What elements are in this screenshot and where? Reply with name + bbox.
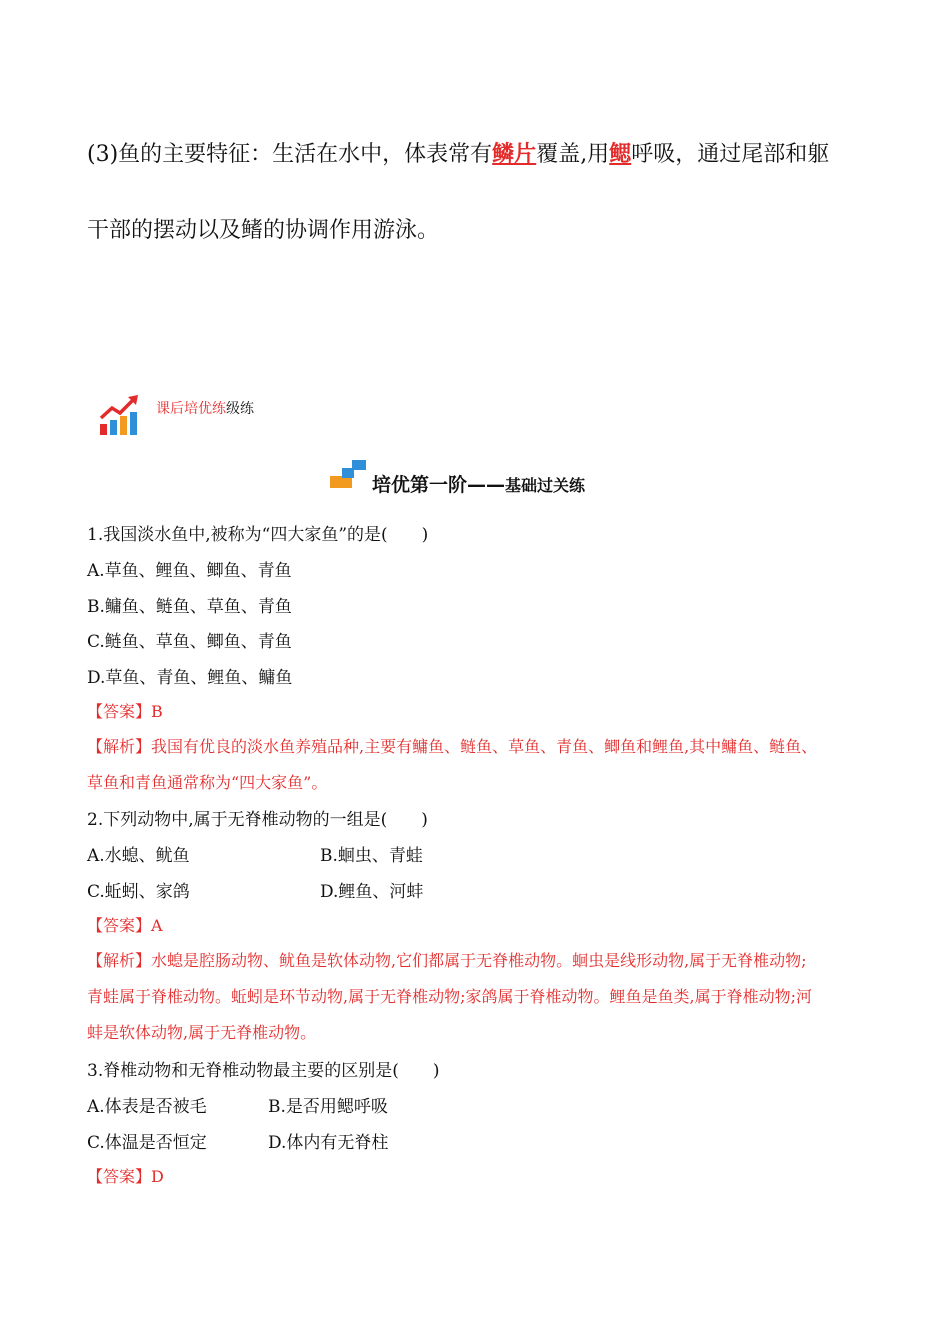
analysis-line: 【解析】水螅是腔肠动物、鱿鱼是软体动物,它们都属于无脊椎动物。蛔虫是线形动物,属于无脊椎动物; <box>87 951 807 970</box>
section-label-black: 级练 <box>226 401 254 417</box>
option-c: C.鲢鱼、草鱼、鲫鱼、青鱼 <box>87 632 292 652</box>
analysis-line: 蚌是软体动物,属于无脊椎动物。 <box>87 1023 317 1042</box>
intro-line-2: 干部的摆动以及鳍的协调作用游泳。 <box>87 218 440 243</box>
section-title <box>372 470 585 497</box>
option-c: C.体温是否恒定 <box>87 1133 207 1153</box>
title-sub: 基础过关练 <box>505 476 586 495</box>
question-stem: 3.脊椎动物和无脊椎动物最主要的区别是( ) <box>87 1061 440 1081</box>
option-c: C.蚯蚓、家鸽 <box>87 882 190 902</box>
intro-line-1 <box>87 137 829 168</box>
option-b: B.是否用鳃呼吸 <box>268 1097 388 1117</box>
option-a: A.草鱼、鲤鱼、鲫鱼、青鱼 <box>87 561 292 581</box>
answer: 【答案】A <box>87 916 163 935</box>
question-stem: 1.我国淡水鱼中,被称为“四大家鱼”的是( ) <box>87 525 429 545</box>
option-b: B.蛔虫、青蛙 <box>320 846 423 866</box>
intro-text: 覆盖,用 <box>536 142 610 167</box>
section-label <box>156 398 254 418</box>
option-a: A.体表是否被毛 <box>87 1097 207 1117</box>
answer-blank-gills: 鳃 <box>609 141 632 167</box>
option-b: B.鳙鱼、鲢鱼、草鱼、青鱼 <box>87 597 292 617</box>
answer: 【答案】D <box>87 1167 164 1186</box>
section-label-red: 课后培优练 <box>156 401 226 417</box>
chart-growth-icon <box>98 394 142 438</box>
option-d: D.鲤鱼、河蚌 <box>320 882 424 902</box>
title-main: 培优第一阶 <box>372 474 468 496</box>
option-d: D.草鱼、青鱼、鲤鱼、鳙鱼 <box>87 668 293 688</box>
intro-text: (3)鱼的主要特征：生活在水中，体表常有 <box>87 142 493 167</box>
intro-text: 呼吸，通过尾部和躯 <box>631 142 830 167</box>
analysis-line: 草鱼和青鱼通常称为“四大家鱼”。 <box>87 773 328 792</box>
stairs-icon <box>328 458 368 490</box>
answer: 【答案】B <box>87 702 163 721</box>
title-dash: —— <box>467 474 506 496</box>
question-stem: 2.下列动物中,属于无脊椎动物的一组是( ) <box>87 810 428 830</box>
analysis-line: 【解析】我国有优良的淡水鱼养殖品种,主要有鳙鱼、鲢鱼、草鱼、青鱼、鲫鱼和鲤鱼,其中鳙鱼、鲢鱼、 <box>87 737 818 756</box>
answer-blank-scales: 鳞片 <box>492 141 537 167</box>
option-d: D.体内有无脊柱 <box>268 1133 389 1153</box>
option-a: A.水螅、鱿鱼 <box>87 846 190 866</box>
analysis-line: 青蛙属于脊椎动物。蚯蚓是环节动物,属于无脊椎动物;家鸽属于脊椎动物。鲤鱼是鱼类,属于脊椎动物;河 <box>87 987 812 1006</box>
